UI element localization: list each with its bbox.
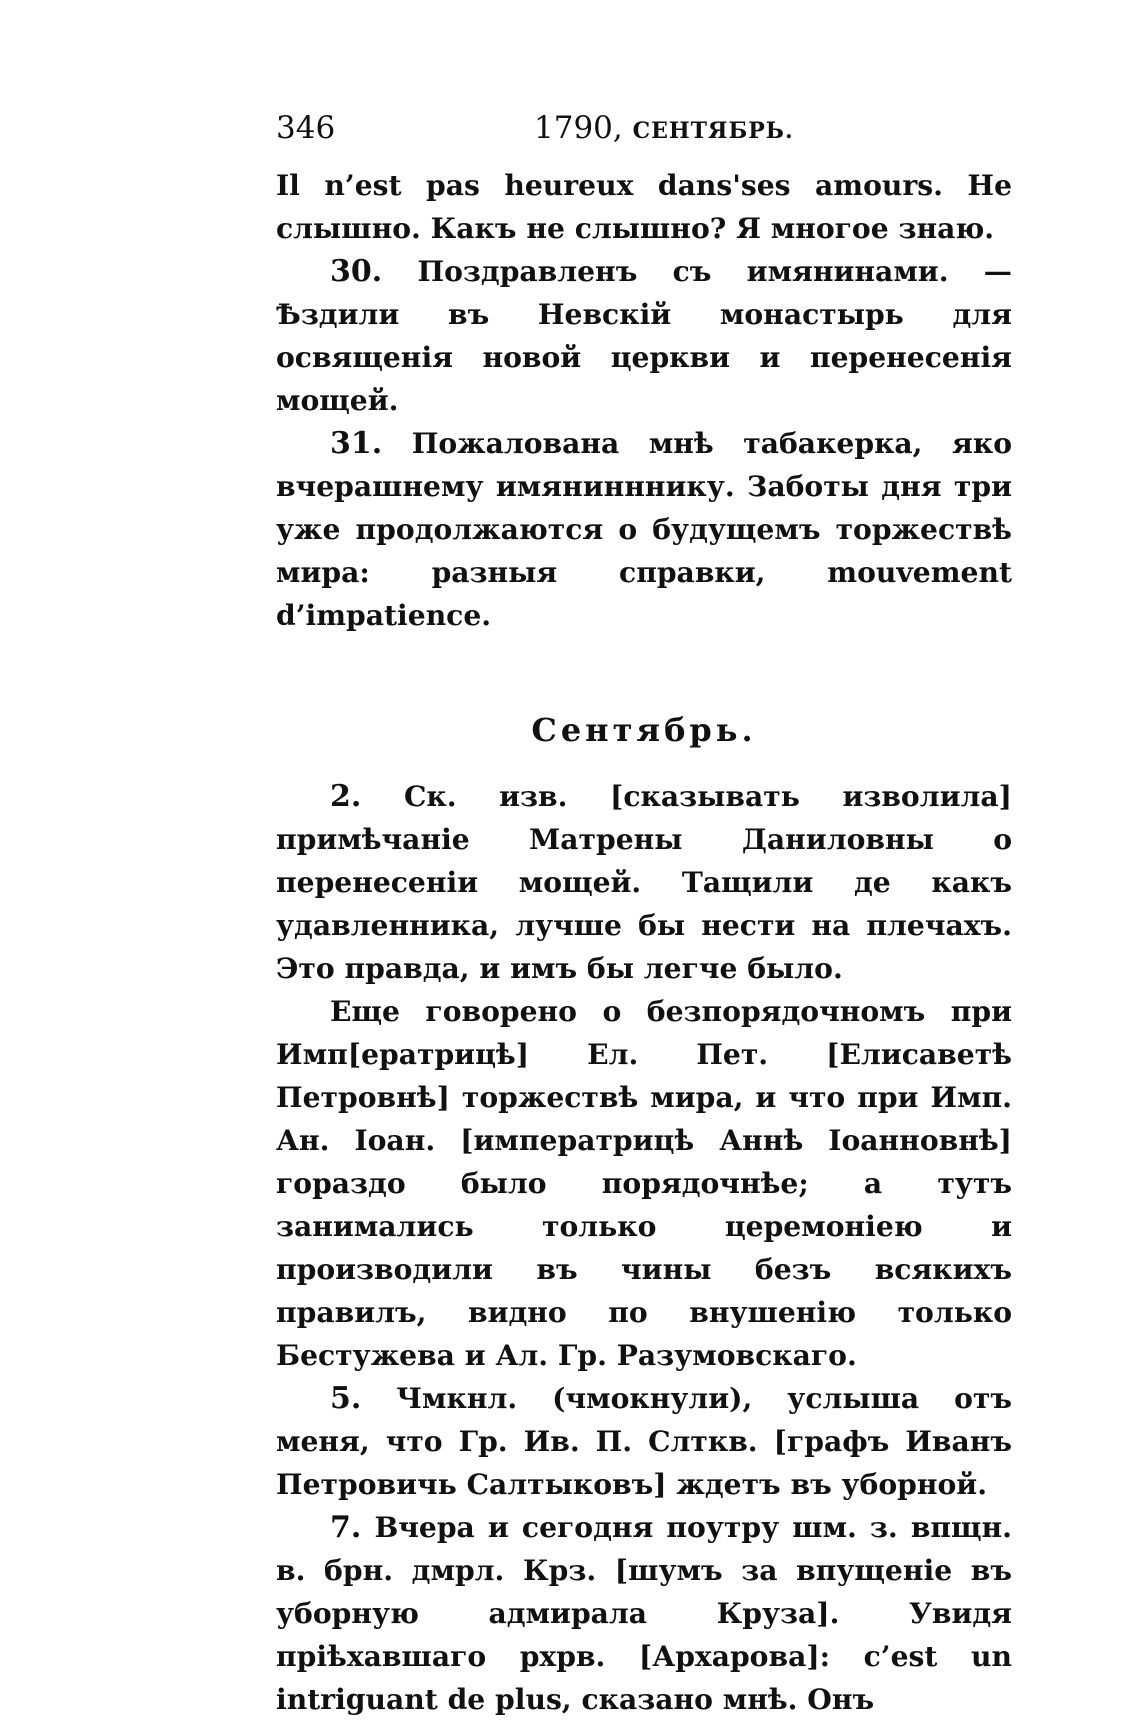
running-head xyxy=(276,110,1012,164)
running-title-month: СЕНТЯБРЬ. xyxy=(632,118,794,144)
entry-august-31 xyxy=(276,422,1012,637)
entry-text: Поздравленъ съ имянинами. — Ѣздили въ Невскій монастырь для освященія новой церкви и перенесенія мощей. xyxy=(276,255,1012,417)
section-heading-september: Сентябрь. xyxy=(531,711,757,749)
entry-text: Чмкнл. (чмокнули), услыша отъ меня, что Гр. Ив. П. Слткв. [графъ Иванъ Петровичь Салтыковъ] ждетъ въ уборной. xyxy=(276,1382,1012,1501)
running-title-year: 1790, xyxy=(534,110,623,146)
entry-september-7 xyxy=(276,1506,1012,1721)
page-number: 346 xyxy=(276,110,336,146)
entry-text: Ск. изв. [сказывать изволила] примѣчаніе Матрены Даниловны о перенесеніи мощей. Тащили де какъ удавленника, лучше бы нести на плечахъ. Это правда, и имъ бы легче было. xyxy=(276,780,1012,985)
entry-date-number: 30. xyxy=(330,254,383,289)
book-page xyxy=(276,110,1012,1721)
entry-date-number: 31. xyxy=(330,426,383,461)
entry-text: Вчера и сегодня поутру шм. з. впщн. в. брн. дмрл. Крз. [шумъ за впущеніе въ уборную адмирала Круза]. Увидя пріѣхавшаго рхрв. [Архарова]: c’est un intriguant de plus, сказано мнѣ. Онъ xyxy=(276,1511,1012,1716)
entry-august-30 xyxy=(276,250,1012,422)
entry-september-2-continued: Еще говорено о безпорядочномъ при Имп[ератрицѣ] Ел. Пет. [Елисаветѣ Петровнѣ] торжествѣ мира, и что при Имп. Ан. Іоан. [императрицѣ Аннѣ Іоанновнѣ] гораздо было порядочнѣе; а тутъ занимались только церемоніею и производили въ чины безъ всякихъ правилъ, видно по внушенію только Бестужева и Ал. Гр. Разумовскаго. xyxy=(276,995,1012,1372)
entry-september-5 xyxy=(276,1377,1012,1506)
entry-text: Пожалована мнѣ табакерка, яко вчерашнему имянинннику. Заботы дня три уже продолжаются о будущемъ торжествѣ мира: разныя справки, mouvement d’impatience. xyxy=(276,427,1012,632)
entry-date-number: 7. xyxy=(330,1510,362,1545)
entry-date-number: 2. xyxy=(330,779,362,814)
entry-september-2 xyxy=(276,775,1012,990)
running-title xyxy=(534,110,794,146)
paragraph-continued-from-previous-page: Il n’est pas heureux dans'ses amours. Не слышно. Какъ не слышно? Я многое знаю. xyxy=(276,169,1012,245)
entry-date-number: 5. xyxy=(330,1381,362,1416)
